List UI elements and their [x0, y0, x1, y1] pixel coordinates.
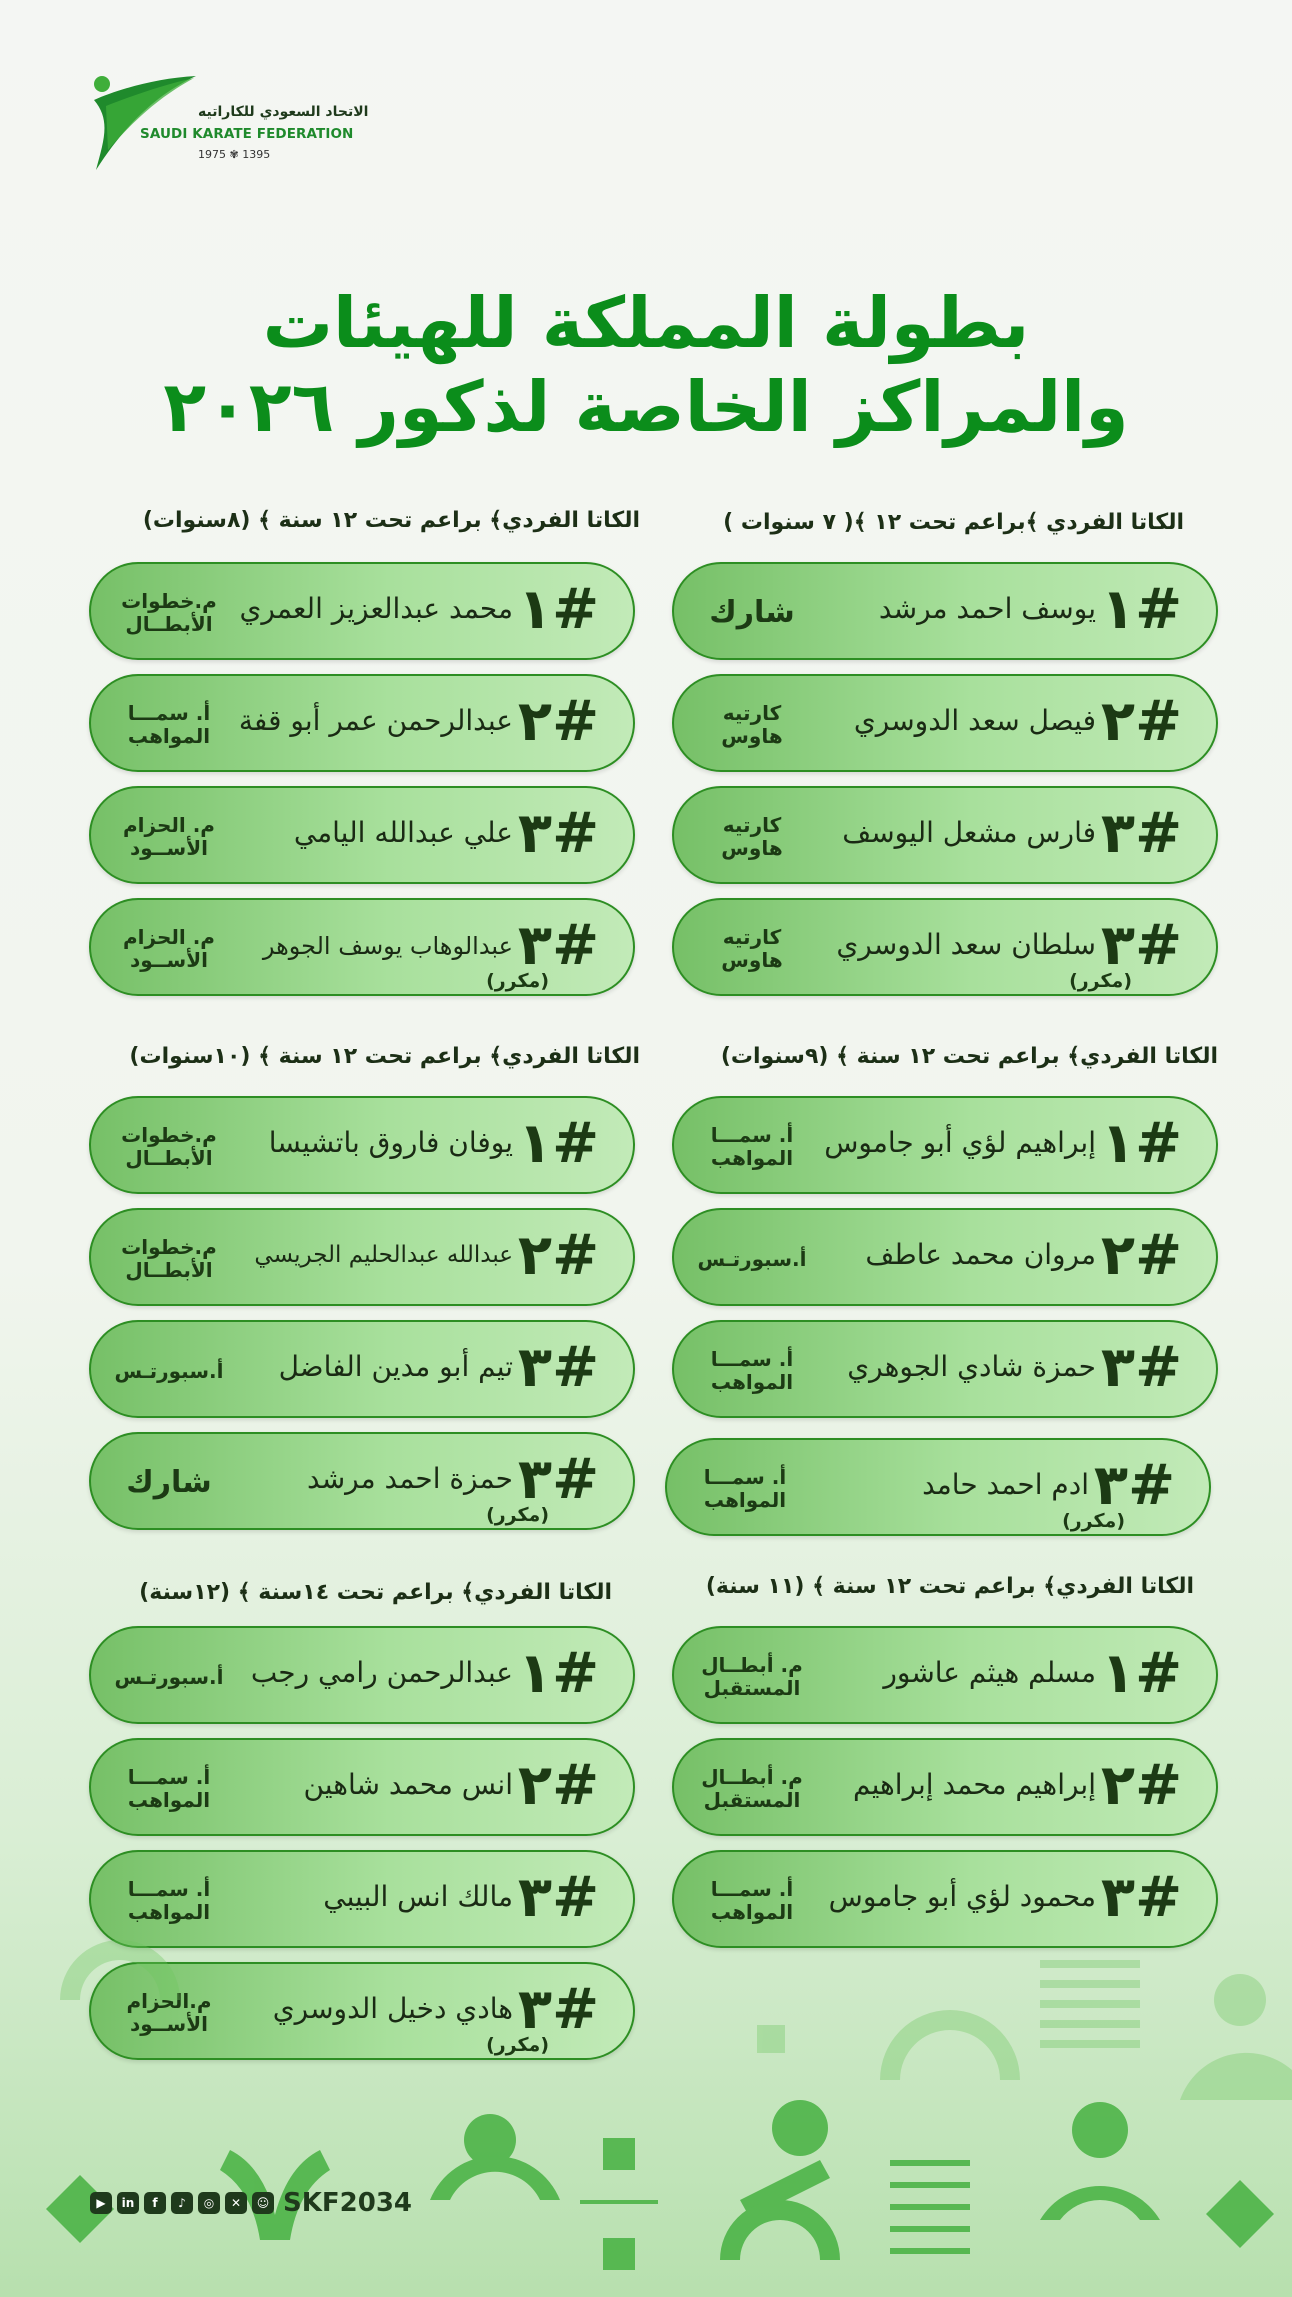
social-handle: SKF2034	[283, 2188, 412, 2218]
result-card	[89, 562, 635, 660]
athlete-name: يوفان فاروق باتشيسا	[268, 1126, 513, 1159]
athlete-name: مسلم هيثم عاشور	[883, 1656, 1096, 1689]
club-name: أ.سبورتـس	[114, 1358, 224, 1383]
logo-arabic-text: الاتحاد السعودي للكاراتيه	[198, 104, 369, 120]
repeat-note: (مكرر)	[1069, 970, 1132, 992]
instagram-icon[interactable]: ◎	[198, 2192, 220, 2214]
tiktok-icon[interactable]: ♪	[171, 2192, 193, 2214]
result-card	[672, 786, 1218, 884]
club-name: م. الحزام الأســود	[123, 925, 215, 972]
result-card	[89, 1432, 635, 1530]
rank-label: #٢	[1100, 1223, 1182, 1288]
athlete-name: تيم أبو مدين الفاضل	[278, 1350, 513, 1383]
rank-label: #١	[1100, 1641, 1182, 1706]
section-title: الكاتا الفردي﴾ براعم تحت ١٢ سنة ﴾ (٨سنوات)	[142, 508, 640, 533]
result-card	[672, 898, 1218, 996]
athlete-name: عبدالوهاب يوسف الجوهر	[262, 932, 513, 960]
club-name: أ. سمـــا المواهب	[127, 701, 211, 748]
club-name: أ. سمـــا المواهب	[703, 1465, 787, 1512]
rank-label: #٣	[517, 1977, 599, 2042]
club-name: أ.سبورتـس	[697, 1246, 807, 1271]
athlete-name: علي عبدالله اليامي	[293, 816, 513, 849]
logo-english-text: SAUDI KARATE FEDERATION	[140, 126, 354, 142]
athlete-name: عبدالرحمن عمر أبو قفة	[238, 704, 513, 737]
youtube-icon[interactable]: ▶	[90, 2192, 112, 2214]
athlete-name: انس محمد شاهين	[303, 1768, 513, 1801]
snapchat-icon[interactable]: ☺	[252, 2192, 274, 2214]
athlete-name: يوسف احمد مرشد	[878, 592, 1096, 625]
club-name: م.الحزام الأســود	[126, 1989, 212, 2036]
result-card	[672, 1320, 1218, 1418]
result-card	[665, 1438, 1211, 1536]
rank-label: #٣	[1100, 1335, 1182, 1400]
club-name: م. أبطــال المستقبل	[701, 1653, 803, 1700]
federation-logo	[86, 70, 369, 180]
result-card	[89, 1096, 635, 1194]
decorative-sport-shapes-icon	[0, 1900, 1292, 2297]
karate-kick-logo-icon	[86, 70, 206, 180]
club-name: م. الحزام الأســود	[123, 813, 215, 860]
club-name: كارتيه هاوس	[721, 813, 783, 860]
result-card	[672, 1096, 1218, 1194]
rank-label: #٣	[517, 801, 599, 866]
result-card	[672, 1738, 1218, 1836]
athlete-name: عبدالله عبدالحليم الجريسي	[254, 1242, 513, 1268]
rank-label: #٣	[517, 1865, 599, 1930]
athlete-name: إبراهيم محمد إبراهيم	[852, 1768, 1096, 1801]
athlete-name: محمود لؤي أبو جاموس	[828, 1880, 1096, 1913]
rank-label: #١	[1100, 577, 1182, 642]
rank-label: #٢	[1100, 689, 1182, 754]
x-icon[interactable]: ✕	[225, 2192, 247, 2214]
club-name: شارك	[709, 594, 795, 630]
repeat-note: (مكرر)	[486, 2034, 549, 2056]
rank-label: #٢	[517, 1223, 599, 1288]
club-name: م. أبطــال المستقبل	[701, 1765, 803, 1812]
result-card	[89, 1738, 635, 1836]
club-name: كارتيه هاوس	[721, 701, 783, 748]
athlete-name: سلطان سعد الدوسري	[836, 928, 1096, 961]
rank-label: #٣	[1093, 1453, 1175, 1518]
section-title: الكاتا الفردي ﴾براعم تحت ١٢ ﴾( ٧ سنوات )	[723, 510, 1184, 535]
result-card	[89, 786, 635, 884]
club-name: أ. سمـــا المواهب	[127, 1765, 211, 1812]
section-title: الكاتا الفردي﴾ براعم تحت ١٢ سنة ﴾ (٩سنوات)	[720, 1044, 1218, 1069]
club-name: أ. سمـــا المواهب	[710, 1123, 794, 1170]
rank-label: #٢	[517, 689, 599, 754]
athlete-name: مروان محمد عاطف	[865, 1238, 1096, 1271]
rank-label: #٣	[517, 1335, 599, 1400]
page-title-line-1: بطولة المملكة للهيئات	[262, 282, 1030, 364]
club-name: م.خطوات الأبطــال	[121, 1123, 217, 1170]
rank-label: #٢	[1100, 1753, 1182, 1818]
section-title: الكاتا الفردي﴾ براعم تحت ١٢ سنة ﴾ (١٠سنوات)	[129, 1044, 640, 1069]
rank-label: #١	[517, 577, 599, 642]
facebook-icon[interactable]: f	[144, 2192, 166, 2214]
result-card	[89, 1320, 635, 1418]
logo-years: 1975 ✾ 1395	[198, 148, 271, 161]
club-name: أ. سمـــا المواهب	[710, 1877, 794, 1924]
section-title: الكاتا الفردي﴾ براعم تحت ١٢ سنة ﴾ (١١ سنة)	[705, 1574, 1194, 1599]
athlete-name: محمد عبدالعزيز العمري	[239, 592, 513, 625]
repeat-note: (مكرر)	[1062, 1510, 1125, 1532]
result-card	[672, 1626, 1218, 1724]
rank-label: #١	[517, 1641, 599, 1706]
result-card	[89, 1626, 635, 1724]
rank-label: #٣	[1100, 801, 1182, 866]
club-name: أ.سبورتـس	[114, 1664, 224, 1689]
result-card	[672, 562, 1218, 660]
athlete-name: إبراهيم لؤي أبو جاموس	[824, 1126, 1096, 1159]
athlete-name: حمزة احمد مرشد	[307, 1462, 513, 1495]
rank-label: #٣	[1100, 913, 1182, 978]
rank-label: #٣	[517, 913, 599, 978]
club-name: كارتيه هاوس	[721, 925, 783, 972]
athlete-name: مالك انس البيبي	[323, 1880, 513, 1913]
athlete-name: عبدالرحمن رامي رجب	[250, 1656, 513, 1689]
club-name: أ. سمـــا المواهب	[710, 1347, 794, 1394]
repeat-note: (مكرر)	[486, 970, 549, 992]
result-card	[672, 1208, 1218, 1306]
athlete-name: هادي دخيل الدوسري	[272, 1992, 513, 2025]
club-name: شارك	[126, 1464, 212, 1500]
result-card	[89, 674, 635, 772]
section-title: الكاتا الفردي﴾ براعم تحت ١٤سنة ﴾ (١٢سنة)	[139, 1580, 612, 1605]
rank-label: #٣	[1100, 1865, 1182, 1930]
rank-label: #١	[517, 1111, 599, 1176]
athlete-name: ادم احمد حامد	[922, 1468, 1089, 1501]
athlete-name: فارس مشعل اليوسف	[842, 816, 1096, 849]
rank-label: #١	[1100, 1111, 1182, 1176]
linkedin-icon[interactable]: in	[117, 2192, 139, 2214]
club-name: م.خطوات الأبطــال	[121, 1235, 217, 1282]
club-name: م.خطوات الأبطــال	[121, 589, 217, 636]
athlete-name: فيصل سعد الدوسري	[853, 704, 1096, 737]
page-title-line-2: والمراكز الخاصة لذكور ٢٠٢٦	[163, 366, 1129, 448]
rank-label: #٣	[517, 1447, 599, 1512]
result-card	[89, 1208, 635, 1306]
result-card	[672, 674, 1218, 772]
rank-label: #٢	[517, 1753, 599, 1818]
athlete-name: حمزة شادي الجوهري	[847, 1350, 1096, 1383]
result-card	[89, 898, 635, 996]
club-name: أ. سمـــا المواهب	[127, 1877, 211, 1924]
social-bar	[90, 2188, 412, 2218]
repeat-note: (مكرر)	[486, 1504, 549, 1526]
